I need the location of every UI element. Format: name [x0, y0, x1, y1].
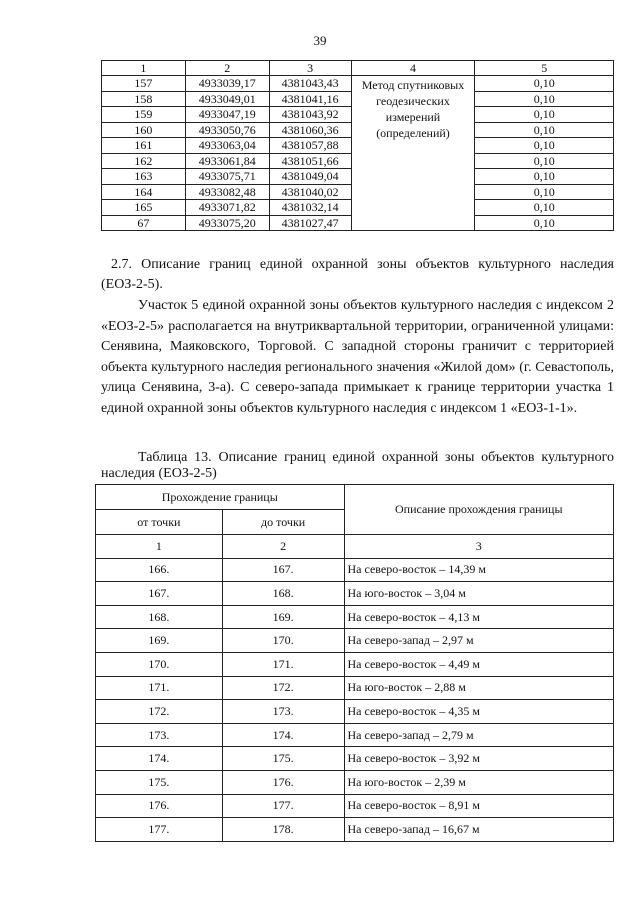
- header-cell: 1: [102, 61, 186, 76]
- from-point-cell: 166.: [96, 558, 223, 582]
- to-point-header: до точки: [222, 510, 344, 535]
- page-number: 39: [313, 33, 327, 48]
- boundary-row: [96, 582, 614, 606]
- from-point-cell: 167.: [96, 582, 223, 606]
- index-cell: 2: [222, 535, 344, 559]
- accuracy-cell: 0,10: [475, 169, 614, 185]
- accuracy-cell: 0,10: [475, 91, 614, 107]
- from-point-header: от точки: [96, 510, 223, 535]
- boundary-row: [96, 818, 614, 842]
- table-caption: Таблица 13. Описание границ единой охранной зоны объектов культурного наследия (ЕОЗ-2-5): [101, 450, 614, 481]
- accuracy-cell: 0,10: [475, 76, 614, 92]
- to-point-cell: 169.: [222, 605, 344, 629]
- direction-description-cell: На северо-восток – 4,13 м: [344, 605, 613, 629]
- boundary-row: [96, 747, 614, 771]
- y-coordinate-cell: 4381043,92: [269, 107, 351, 123]
- header-cell: 3: [269, 61, 351, 76]
- x-coordinate-cell: 4933050,76: [185, 122, 269, 138]
- x-coordinate-cell: 4933061,84: [185, 153, 269, 169]
- y-coordinate-cell: 4381049,04: [269, 169, 351, 185]
- point-number-cell: 67: [102, 215, 186, 231]
- direction-description-cell: На северо-восток – 4,35 м: [344, 700, 613, 724]
- direction-description-cell: На северо-запад – 2,79 м: [344, 723, 613, 747]
- to-point-cell: 177.: [222, 794, 344, 818]
- coordinates-header-row: [102, 61, 614, 76]
- boundary-description-table: [95, 484, 614, 842]
- point-number-cell: 160: [102, 122, 186, 138]
- to-point-cell: 170.: [222, 629, 344, 653]
- section-heading: 2.7. Описание границ единой охранной зоны объектов культурного наследия (ЕОЗ-2-5).: [101, 257, 614, 292]
- boundary-row: [96, 629, 614, 653]
- header-cell: 2: [185, 61, 269, 76]
- y-coordinate-cell: 4381032,14: [269, 200, 351, 216]
- x-coordinate-cell: 4933039,17: [185, 76, 269, 92]
- from-point-cell: 174.: [96, 747, 223, 771]
- x-coordinate-cell: 4933063,04: [185, 138, 269, 154]
- direction-description-cell: На северо-восток – 3,92 м: [344, 747, 613, 771]
- y-coordinate-cell: 4381027,47: [269, 215, 351, 231]
- y-coordinate-cell: 4381051,66: [269, 153, 351, 169]
- point-number-cell: 157: [102, 76, 186, 92]
- boundary-row: [96, 676, 614, 700]
- accuracy-cell: 0,10: [475, 200, 614, 216]
- direction-description-cell: На северо-восток – 14,39 м: [344, 558, 613, 582]
- from-point-cell: 170.: [96, 652, 223, 676]
- from-point-cell: 172.: [96, 700, 223, 724]
- boundary-row: [96, 700, 614, 724]
- to-point-cell: 168.: [222, 582, 344, 606]
- point-number-cell: 162: [102, 153, 186, 169]
- y-coordinate-cell: 4381057,88: [269, 138, 351, 154]
- section-paragraph: Участок 5 единой охранной зоны объектов культурного наследия с индексом 2 «ЕОЗ-2-5» располагается на внутриквартальной территории, ограниченной улицами: Сенявина, Маяковского, Торговой. С западной стороны граничит с территорией объекта культурного наследия регионального значения «Жилой дом» (г. Севастополь, улица Сенявина, 3-а). С северо-запада примыкает к границе территории участка 1 единой охранной зоны объектов культурного наследия с индексом 1 «ЕОЗ-1-1».: [101, 298, 614, 416]
- to-point-cell: 172.: [222, 676, 344, 700]
- direction-description-cell: На северо-запад – 2,97 м: [344, 629, 613, 653]
- passage-header: Прохождение границы: [96, 485, 345, 510]
- x-coordinate-cell: 4933049,01: [185, 91, 269, 107]
- method-line: (определений): [376, 126, 450, 140]
- to-point-cell: 178.: [222, 818, 344, 842]
- accuracy-cell: 0,10: [475, 138, 614, 154]
- boundary-row: [96, 652, 614, 676]
- from-point-cell: 175.: [96, 770, 223, 794]
- accuracy-cell: 0,10: [475, 215, 614, 231]
- method-line: измерений: [385, 110, 441, 124]
- accuracy-cell: 0,10: [475, 184, 614, 200]
- direction-description-cell: На северо-восток – 4,49 м: [344, 652, 613, 676]
- to-point-cell: 176.: [222, 770, 344, 794]
- from-point-cell: 169.: [96, 629, 223, 653]
- direction-description-cell: На северо-запад – 16,67 м: [344, 818, 613, 842]
- direction-description-cell: На юго-восток – 3,04 м: [344, 582, 613, 606]
- x-coordinate-cell: 4933047,19: [185, 107, 269, 123]
- point-number-cell: 159: [102, 107, 186, 123]
- boundary-row: [96, 770, 614, 794]
- boundary-row: [96, 794, 614, 818]
- point-number-cell: 161: [102, 138, 186, 154]
- header-cell: 4: [351, 61, 475, 76]
- from-point-cell: 171.: [96, 676, 223, 700]
- point-number-cell: 163: [102, 169, 186, 185]
- accuracy-cell: 0,10: [475, 107, 614, 123]
- direction-description-cell: На юго-восток – 2,39 м: [344, 770, 613, 794]
- header-cell: 5: [475, 61, 614, 76]
- to-point-cell: 173.: [222, 700, 344, 724]
- description-header: Описание прохождения границы: [344, 485, 613, 535]
- to-point-cell: 175.: [222, 747, 344, 771]
- y-coordinate-cell: 4381041,16: [269, 91, 351, 107]
- method-cell: [351, 76, 475, 231]
- index-cell: 3: [344, 535, 613, 559]
- coordinates-table: [101, 60, 614, 231]
- x-coordinate-cell: 4933075,71: [185, 169, 269, 185]
- direction-description-cell: На юго-восток – 2,88 м: [344, 676, 613, 700]
- point-number-cell: 158: [102, 91, 186, 107]
- accuracy-cell: 0,10: [475, 122, 614, 138]
- x-coordinate-cell: 4933071,82: [185, 200, 269, 216]
- point-number-cell: 164: [102, 184, 186, 200]
- to-point-cell: 174.: [222, 723, 344, 747]
- accuracy-cell: 0,10: [475, 153, 614, 169]
- from-point-cell: 168.: [96, 605, 223, 629]
- coordinates-row: [102, 76, 614, 92]
- index-cell: 1: [96, 535, 223, 559]
- point-number-cell: 165: [102, 200, 186, 216]
- y-coordinate-cell: 4381040,02: [269, 184, 351, 200]
- boundary-row: [96, 558, 614, 582]
- y-coordinate-cell: 4381060,36: [269, 122, 351, 138]
- to-point-cell: 171.: [222, 652, 344, 676]
- y-coordinate-cell: 4381043,43: [269, 76, 351, 92]
- method-line: Метод спутниковых: [361, 78, 465, 92]
- to-point-cell: 167.: [222, 558, 344, 582]
- x-coordinate-cell: 4933082,48: [185, 184, 269, 200]
- x-coordinate-cell: 4933075,20: [185, 215, 269, 231]
- boundary-row: [96, 723, 614, 747]
- boundary-row: [96, 605, 614, 629]
- from-point-cell: 173.: [96, 723, 223, 747]
- from-point-cell: 176.: [96, 794, 223, 818]
- method-line: геодезических: [376, 94, 450, 108]
- from-point-cell: 177.: [96, 818, 223, 842]
- direction-description-cell: На северо-восток – 8,91 м: [344, 794, 613, 818]
